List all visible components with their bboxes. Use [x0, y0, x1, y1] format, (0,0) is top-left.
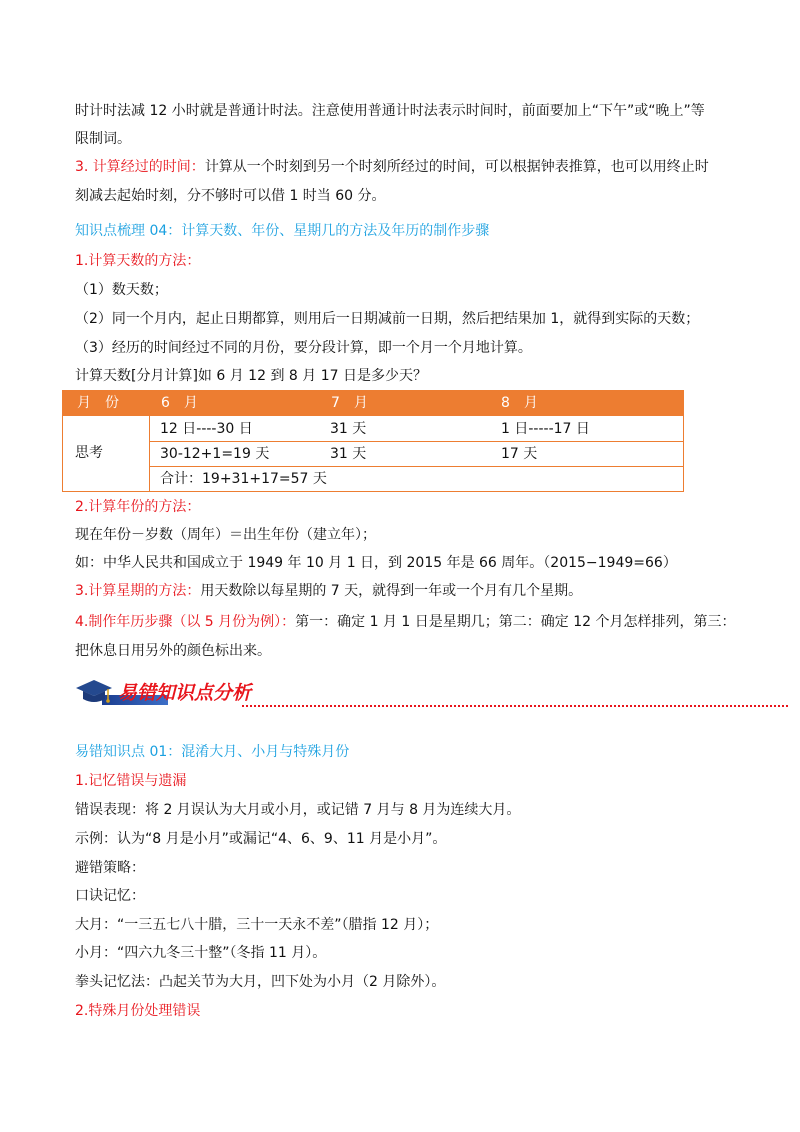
text-line: 示例：认为“8 月是小月”或漏记“4、6、9、11 月是小月”。 — [75, 831, 447, 847]
section-text: 用天数除以每星期的 7 天，就得到一年或一个月有几个星期。 — [200, 583, 583, 599]
banner-title: 易错知识点分析 — [118, 682, 252, 704]
text-line: 时计时法减 12 小时就是普通计时法。注意使用普通计时法表示时间时，前面要加上“下午”或“晚上”等 — [75, 103, 705, 119]
section-3-elapsed-time — [75, 157, 709, 177]
text-line: 避错策略： — [75, 860, 145, 876]
table-cell: 31 天 — [330, 421, 367, 437]
header-cell: 8 月 — [501, 395, 538, 411]
text-line: 大月：“一三五七八十腊，三十一天永不差”（腊指 12 月）； — [75, 917, 439, 933]
table-divider — [149, 416, 150, 491]
text-line: （1）数天数； — [75, 282, 168, 298]
subheading-days-method: 1.计算天数的方法： — [75, 253, 201, 269]
error-point-heading-01: 易错知识点 01：混淆大月、小月与特殊月份 — [75, 744, 350, 760]
table-header — [63, 391, 683, 416]
table-cell: 12 日----30 日 — [160, 421, 253, 437]
header-cell: 月 份 — [77, 395, 119, 411]
row-label: 思考 — [75, 445, 103, 461]
table-cell: 1 日-----17 日 — [501, 421, 590, 437]
text-line: 把休息日用另外的颜色标出来。 — [75, 643, 271, 659]
header-cell: 6 月 — [161, 395, 198, 411]
subheading-year-method: 2.计算年份的方法： — [75, 499, 201, 515]
text-line: 错误表现：将 2 月误认为大月或小月，或记错 7 月与 8 月为连续大月。 — [75, 802, 521, 818]
table-cell: 30-12+1=19 天 — [160, 446, 270, 462]
text-line: 拳头记忆法：凸起关节为大月，凹下处为小月（2 月除外）。 — [75, 974, 446, 990]
graduation-cap-icon — [74, 676, 114, 710]
section-label: 3.计算星期的方法： — [75, 583, 201, 599]
text-line: 计算天数[分月计算]如 6 月 12 到 8 月 17 日是多少天？ — [75, 368, 427, 384]
error-analysis-banner — [72, 674, 722, 714]
section-label: 4.制作年历步骤（以 5 月份为例）： — [75, 614, 296, 630]
calendar-steps — [75, 612, 736, 632]
text-line: 刻减去起始时刻，分不够时可以借 1 时当 60 分。 — [75, 188, 386, 204]
text-line: 限制词。 — [75, 131, 131, 147]
table-cell: 17 天 — [501, 446, 538, 462]
text-line: （2）同一个月内，起止日期都算，则用后一日期减前一日期，然后把结果加 1，就得到实际的天数； — [75, 311, 700, 327]
text-line: 现在年份－岁数（周年）＝出生年份（建立年）； — [75, 527, 376, 543]
section-label: 3. 计算经过的时间： — [75, 159, 205, 175]
header-cell: 7 月 — [331, 395, 368, 411]
text-line: 口诀记忆： — [75, 888, 145, 904]
subheading-memory-errors: 1.记忆错误与遗漏 — [75, 773, 187, 789]
weekday-method — [75, 581, 582, 601]
section-text: 计算从一个时刻到另一个时刻所经过的时间，可以根据钟表推算，也可以用终止时 — [204, 159, 709, 175]
text-line: （3）经历的时间经过不同的月份，要分段计算，即一个月一个月地计算。 — [75, 340, 532, 356]
table-total: 合计：19+31+17=57 天 — [160, 471, 327, 487]
dotted-rule — [242, 705, 788, 707]
text-line: 如：中华人民共和国成立于 1949 年 10 月 1 日，到 2015 年是 66 周年。（2015−1949=66） — [75, 555, 677, 571]
text-line: 小月：“四六九冬三十整”（冬指 11 月）。 — [75, 945, 327, 961]
section-text: 第一：确定 1 月 1 日是星期几；第二：确定 12 个月怎样排列，第三： — [295, 614, 736, 630]
table-divider — [149, 441, 683, 442]
days-calculation-table — [62, 390, 684, 492]
knowledge-heading-04: 知识点梳理 04：计算天数、年份、星期几的方法及年历的制作步骤 — [75, 223, 490, 239]
subheading-special-months: 2.特殊月份处理错误 — [75, 1003, 201, 1019]
table-cell: 31 天 — [330, 446, 367, 462]
table-divider — [149, 466, 683, 467]
